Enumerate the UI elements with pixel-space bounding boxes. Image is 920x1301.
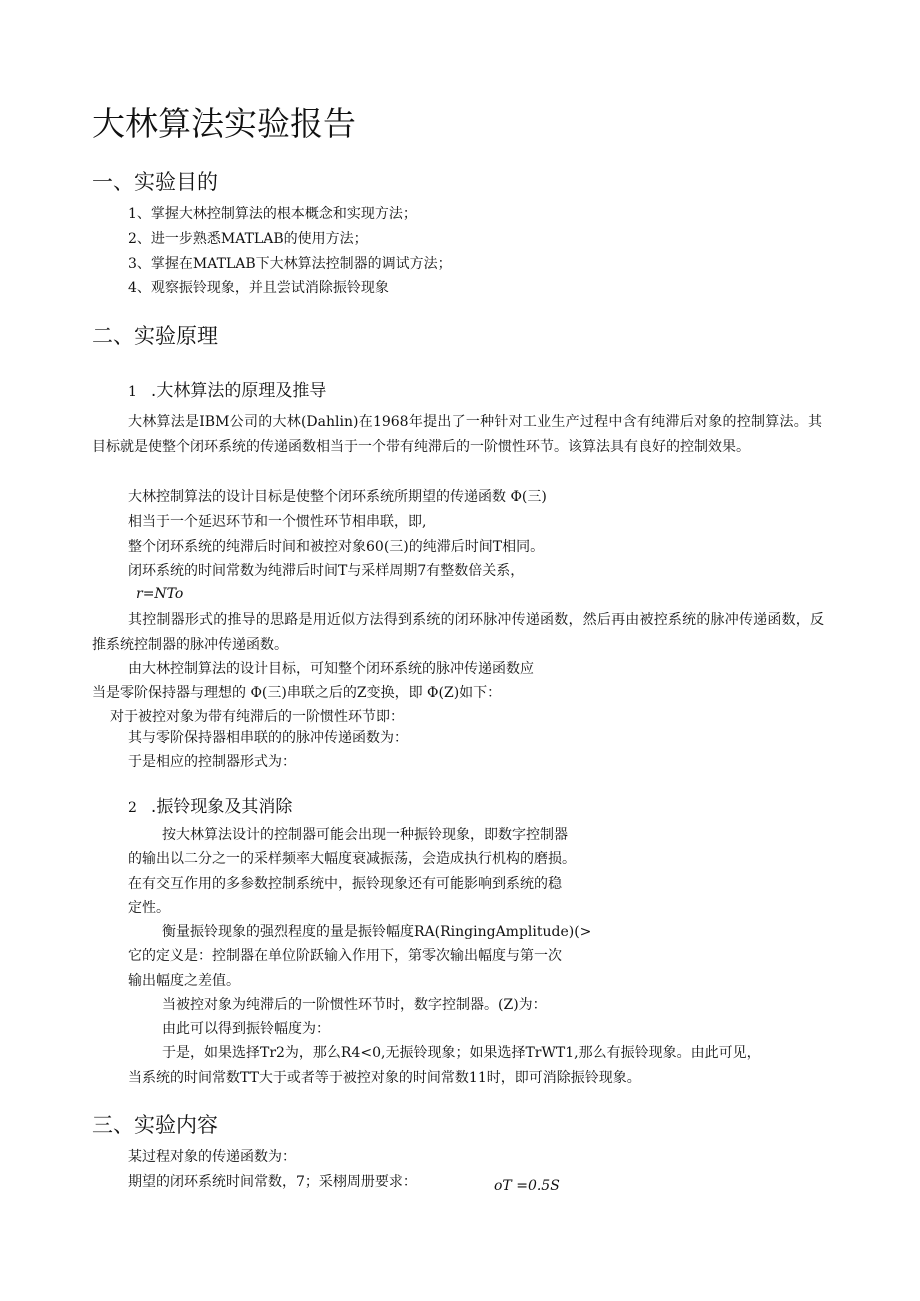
text-line: 其与零阶保持器相串联的的脉冲传递函数为：	[128, 730, 408, 746]
text-line: 由大林控制算法的设计目标，可知整个闭环系统的脉冲传递函数应	[128, 661, 534, 677]
subsection-number: 1	[128, 384, 137, 400]
subsection-heading-dahlin	[128, 376, 326, 401]
text-line: 当是零阶保持器与理想的 Φ(三)串联之后的Z变换，即 Φ(Z)如下：	[92, 685, 502, 701]
text-line: 按大林算法设计的控制器可能会出现一种振铃现象，即数字控制器	[162, 827, 568, 843]
text-line: 当被控对象为纯滞后的一阶惯性环节时，数字控制器。(Z)为：	[162, 997, 547, 1013]
section-heading-purpose: 一、实验目的	[92, 170, 218, 194]
subsection-heading-ringing	[128, 792, 292, 817]
text-line: 相当于一个延迟环节和一个惯性环节相串联，即,	[128, 514, 427, 530]
text-line: 某过程对象的传递函数为：	[128, 1149, 296, 1165]
text-line: 衡量振铃现象的强烈程度的量是振铃幅度RA(RingingAmplitude)(>	[162, 924, 592, 940]
text-line: 整个闭环系统的纯滞后时间和被控对象60(三)的纯滞后时间T相同。	[128, 539, 545, 555]
text-line: 定性。	[128, 900, 170, 916]
text-line: 对于被控对象为带有纯滞后的一阶惯性环节即：	[110, 709, 404, 725]
text-line: 大林控制算法的设计目标是使整个闭环系统所期望的传递函数 Φ(三)	[128, 489, 547, 505]
list-item: 4、观察振铃现象，并且尝试消除振铃现象	[128, 280, 389, 296]
list-item: 1、掌握大林控制算法的根本概念和实现方法；	[128, 206, 417, 222]
text-line: 由此可以得到振铃幅度为：	[162, 1021, 330, 1037]
text-line: 于是相应的控制器形式为：	[128, 754, 296, 770]
sampling-period-value: oT =0.5S	[494, 1178, 560, 1194]
text-line: 于是，如果选择Tr2为，那么R4<0,无振铃现象；如果选择TrWT1,那么有振铃现象。由此可见，	[162, 1045, 761, 1061]
subsection-title: .大林算法的原理及推导	[150, 381, 327, 401]
page-title: 大林算法实验报告	[92, 104, 356, 143]
section-heading-content: 三、实验内容	[92, 1113, 218, 1137]
text-line: 输出幅度之差值。	[128, 973, 240, 989]
paragraph-derivation: 其控制器形式的推导的思路是用近似方法得到系统的闭环脉冲传递函数，然后再由被控系统的脉冲传递函数，反推系统控制器的脉冲传递函数。	[92, 612, 824, 653]
text-line: 的输出以二分之一的采样频率大幅度衰减振荡，会造成执行机构的磨损。	[128, 851, 576, 867]
subsection-title: .振铃现象及其消除	[150, 797, 293, 817]
list-item: 3、掌握在MATLAB下大林算法控制器的调试方法；	[128, 256, 452, 272]
text-line: 闭环系统的时间常数为纯滞后时间T与采样周期7有整数倍关系，	[128, 563, 525, 579]
section-heading-principle: 二、实验原理	[92, 324, 218, 348]
subsection-number: 2	[128, 800, 137, 816]
text-line: 期望的闭环系统时间常数，7；采栩周册要求：	[128, 1174, 417, 1190]
formula: r=NTo	[136, 586, 184, 602]
text-line: 它的定义是：控制器在单位阶跃输入作用下，第零次输出幅度与第一次	[128, 948, 562, 964]
text-line: 在有交互作用的多参数控制系统中，振铃现象还有可能影响到系统的稳	[128, 876, 562, 892]
text-line: 当系统的时间常数TT大于或者等于被控对象的时间常数11时，即可消除振铃现象。	[128, 1070, 641, 1086]
list-item: 2、进一步熟悉MATLAB的使用方法；	[128, 231, 368, 247]
paragraph-intro: 大林算法是IBM公司的大林(Dahlin)在1968年提出了一种针对工业生产过程中含有纯滞后对象的控制算法。其目标就是使整个闭环系统的传递函数相当于一个带有纯滞后的一阶惯性环节。该算法具有良好的控制效果。	[92, 414, 822, 455]
